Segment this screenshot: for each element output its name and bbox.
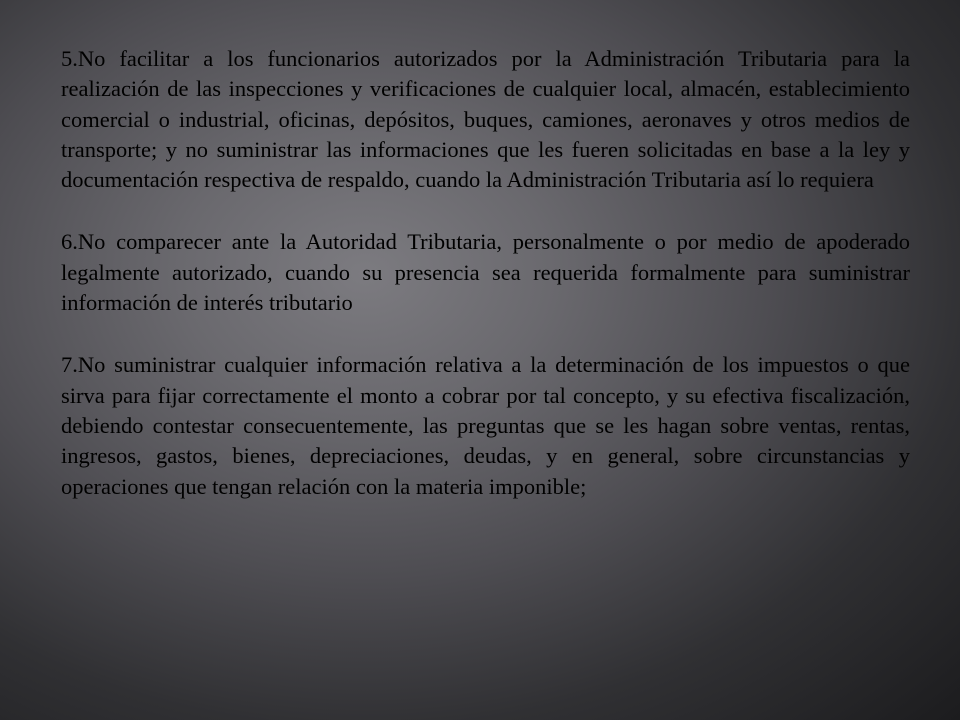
paragraph-item-7: 7.No suministrar cualquier información relativa a la determinación de los impuestos o que sirva para fijar correctamente el monto a cobrar por tal concepto, y su efectiva fiscalización, debiendo contestar consecuentemente, las preguntas que se les hagan sobre ventas, rentas, ingresos, gastos, bienes, depreciaciones, deudas, y en general, sobre circunstancias y operaciones que tengan relación con la materia imponible;	[61, 352, 910, 499]
paragraph-item-6: 6.No comparecer ante la Autoridad Tributaria, personalmente o por medio de apoderado legalmente autorizado, cuando su presencia sea requerida formalmente para suministrar información de interés tributario	[61, 229, 910, 316]
paragraph-item-5: 5.No facilitar a los funcionarios autorizados por la Administración Tributaria para la realización de las inspecciones y verificaciones de cualquier local, almacén, establecimiento comercial o industrial, oficinas, depósitos, buques, camiones, aeronaves y otros medios de transporte; y no suministrar las informaciones que les fueren solicitadas en base a la ley y documentación respectiva de respaldo, cuando la Administración Tributaria así lo requiera	[61, 46, 910, 193]
slide-text-body	[61, 44, 910, 502]
